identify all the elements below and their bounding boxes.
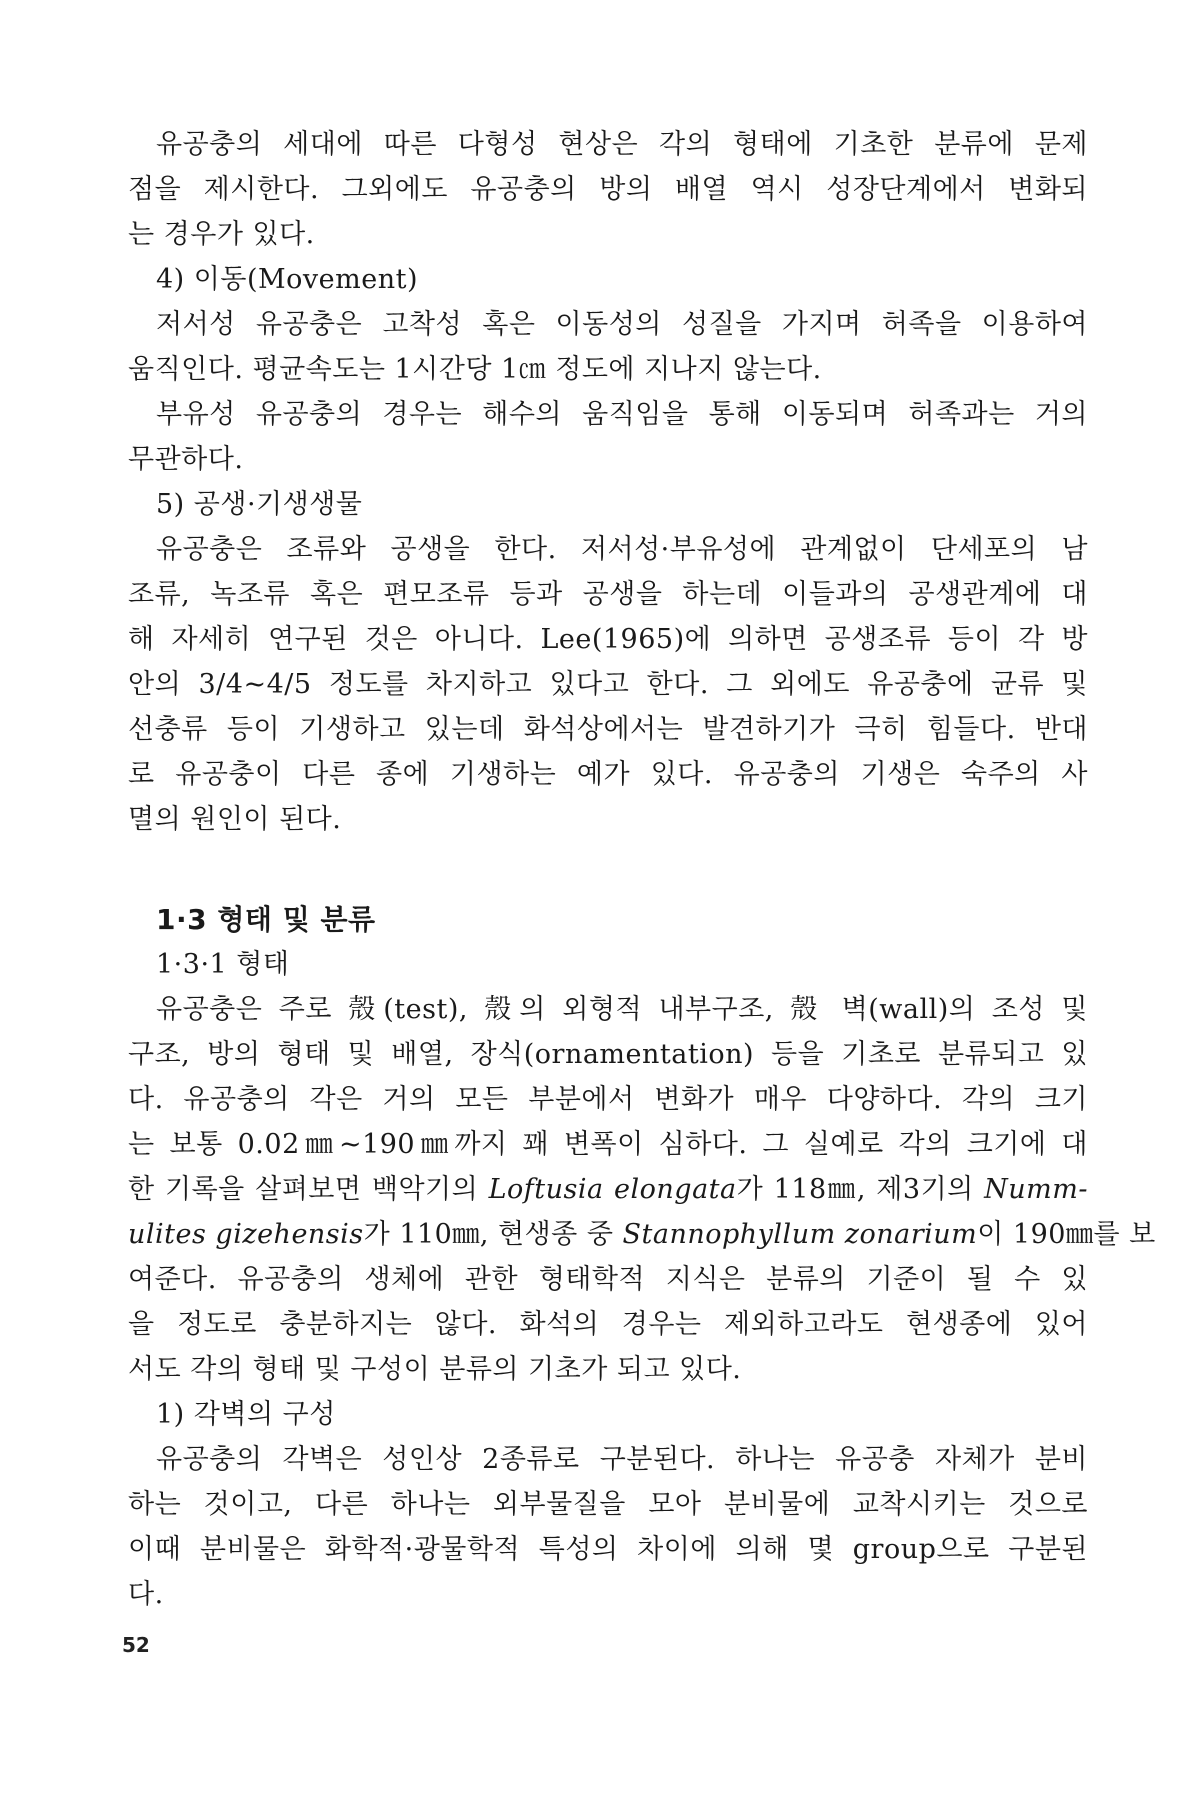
section-gap <box>128 842 1088 897</box>
text-line: 유공충은 조류와 공생을 한다. 저서성·부유성에 관계없이 단세포의 남 <box>156 534 1088 565</box>
text-line: 을 정도로 충분하지는 않다. 화석의 경우는 제외하고라도 현생종에 있어 <box>128 1309 1088 1340</box>
text-line: 무관하다. <box>128 444 244 475</box>
text-line: 조류, 녹조류 혹은 편모조류 등과 공생을 하는데 이들과의 공생관계에 대 <box>128 579 1088 610</box>
text-line: 구조, 방의 형태 및 배열, 장식(ornamentation) 등을 기초로 분류되고 있 <box>128 1039 1088 1070</box>
text-line: 저서성 유공충은 고착성 혹은 이동성의 성질을 가지며 허족을 이용하여 <box>156 309 1088 340</box>
text-line: 선충류 등이 기생하고 있는데 화석상에서는 발견하기가 극히 힘들다. 반대 <box>128 714 1088 745</box>
text-line-nummulites <box>128 1212 1156 1257</box>
text-segment: 한 기록을 살펴보면 백악기의 <box>128 1174 489 1205</box>
text-line: 안의 3/4~4/5 정도를 차지하고 있다고 한다. 그 외에도 유공충에 균류 및 <box>128 669 1088 700</box>
species-name-loftusia: Loftusia elongata <box>488 1174 737 1205</box>
subheading-symbiosis: 5) 공생·기생생물 <box>156 489 363 520</box>
text-line: 이때 분비물은 화학적·광물학적 특성의 차이에 의해 몇 group으로 구분된 <box>128 1534 1088 1565</box>
text-line: 하는 것이고, 다른 하나는 외부물질을 모아 분비물에 교착시키는 것으로 <box>128 1489 1088 1520</box>
text-line: 는 보통 0.02㎜~190㎜까지 꽤 변폭이 심하다. 그 실예로 각의 크기에 대 <box>128 1129 1088 1160</box>
text-line: 해 자세히 연구된 것은 아니다. Lee(1965)에 의하면 공생조류 등이 각 방 <box>128 624 1088 655</box>
paragraph-block-2 <box>128 987 1156 1617</box>
subsection-heading: 1·3·1 형태 <box>156 949 290 980</box>
species-name-nummulites-rest: ulites gizehensis <box>128 1219 364 1250</box>
text-line-loftusia <box>128 1167 1088 1212</box>
text-segment: 가 118㎜, 제3기의 <box>736 1174 985 1205</box>
page-body <box>128 122 1156 1617</box>
text-line: 로 유공충이 다른 종에 기생하는 예가 있다. 유공충의 기생은 숙주의 사 <box>128 759 1088 790</box>
page-number: 52 <box>122 1633 150 1657</box>
text-line: 점을 제시한다. 그외에도 유공충의 방의 배열 역시 성장단계에서 변화되 <box>128 174 1088 205</box>
paragraph-block-1 <box>128 122 1088 842</box>
text-line: 다. <box>128 1579 164 1610</box>
text-line: 여준다. 유공충의 생체에 관한 형태학적 지식은 분류의 기준이 될 수 있 <box>128 1264 1088 1295</box>
text-line: 멸의 원인이 된다. <box>128 804 342 835</box>
text-line: 서도 각의 형태 및 구성이 분류의 기초가 되고 있다. <box>128 1354 742 1385</box>
section-heading: 1·3 형태 및 분류 <box>156 903 376 936</box>
text-line: 는 경우가 있다. <box>128 219 315 250</box>
species-name-stannophyllum: Stannophyllum zonarium <box>622 1219 978 1250</box>
subheading-wall-composition: 1) 각벽의 구성 <box>156 1399 336 1430</box>
text-line: 부유성 유공충의 경우는 해수의 움직임을 통해 이동되며 허족과는 거의 <box>156 399 1088 430</box>
subheading-movement: 4) 이동(Movement) <box>156 264 418 295</box>
text-line: 유공충의 각벽은 성인상 2종류로 구분된다. 하나는 유공충 자체가 분비 <box>156 1444 1088 1475</box>
species-name-nummulites-part: Numm- <box>984 1174 1088 1205</box>
text-line: 유공충의 세대에 따른 다형성 현상은 각의 형태에 기초한 분류에 문제 <box>156 129 1088 160</box>
text-segment: 가 110㎜, 현생종 중 <box>363 1219 623 1250</box>
text-line: 움직인다. 평균속도는 1시간당 1㎝ 정도에 지나지 않는다. <box>128 354 822 385</box>
text-segment: 이 190㎜를 보 <box>977 1219 1156 1250</box>
text-line: 다. 유공충의 각은 거의 모든 부분에서 변화가 매우 다양하다. 각의 크기 <box>128 1084 1088 1115</box>
text-line: 유공충은 주로 殼(test), 殼의 외형적 내부구조, 殼 벽(wall)의 조성 및 <box>156 994 1088 1025</box>
